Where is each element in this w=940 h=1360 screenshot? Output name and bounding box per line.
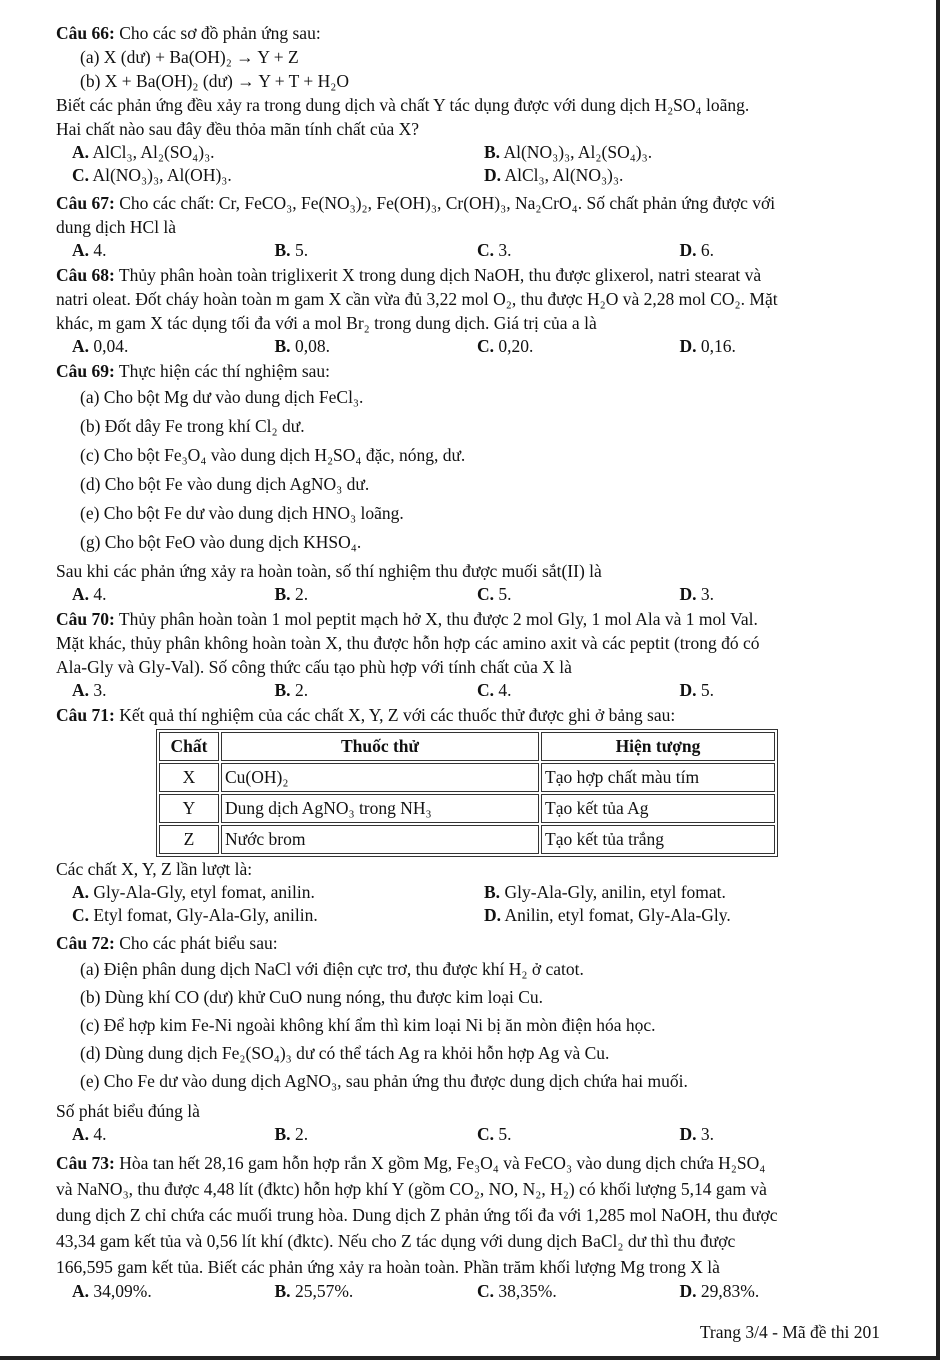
question-text: Cho các chất: Cr, FeCO₃, Fe(NO₃)₂, Fe(OH)₃, Cr(OH)₃, Na₂CrO₄. Số chất phản ứng được với <box>119 193 776 213</box>
table-row <box>159 825 775 854</box>
header-cell: Thuốc thử <box>221 732 539 761</box>
option-c: C. 5. <box>477 1124 512 1144</box>
statement-item: (a) Điện phân dung dịch NaCl với điện cực trơ, thu được khí H₂ ở catot. <box>80 959 584 979</box>
question-70 <box>56 607 882 702</box>
answer-options <box>56 335 882 358</box>
option-c: C. Al(NO₃)₃, Al(OH)₃. <box>72 165 232 185</box>
option-c: C. 3. <box>477 240 512 260</box>
question-text: 166,595 gam kết tủa. Biết các phản ứng xảy ra hoàn toàn. Phần trăm khối lượng Mg trong X là <box>56 1257 720 1277</box>
option-b: B. 5. <box>274 240 309 260</box>
question-number: Câu 71: <box>56 705 115 725</box>
table-cell: Tạo hợp chất màu tím <box>541 763 775 792</box>
question-text: Sau khi các phản ứng xảy ra hoàn toàn, số thí nghiệm thu được muối sắt(II) là <box>56 561 602 581</box>
table-cell: Y <box>159 794 219 823</box>
option-b: B. 2. <box>274 584 309 604</box>
answer-options <box>56 1123 882 1146</box>
option-a: A. 4. <box>72 584 107 604</box>
answer-options <box>56 881 882 927</box>
answer-options <box>56 679 882 702</box>
question-68 <box>56 263 882 358</box>
question-number: Câu 70: <box>56 609 115 629</box>
option-a: A. 0,04. <box>72 336 129 356</box>
question-text: dung dịch Z chỉ chứa các muối trung hòa. Dung dịch Z phản ứng tối đa với 1,285 mol NaOH, thu được <box>56 1205 778 1225</box>
question-67 <box>56 191 882 262</box>
question-text: Thủy phân hoàn toàn 1 mol peptit mạch hở X, thu được 2 mol Gly, 1 mol Ala và 1 mol Val. <box>118 609 758 629</box>
question-number: Câu 69: <box>56 361 115 381</box>
option-d: D. 0,16. <box>679 336 736 356</box>
question-text: 43,34 gam kết tủa và 0,56 lít khí (đktc). Nếu cho Z tác dụng với dung dịch BaCl₂ dư thì thu được <box>56 1231 736 1251</box>
option-a: A. 34,09%. <box>72 1281 152 1301</box>
table-cell: Tạo kết tủa Ag <box>541 794 775 823</box>
question-66 <box>56 21 882 187</box>
reaction-a: (a) X (dư) + Ba(OH)₂ → Y + Z <box>80 47 299 67</box>
option-a: A. 4. <box>72 240 107 260</box>
option-d: D. AlCl₃, Al(NO₃)₃. <box>484 165 624 185</box>
table-cell: Dung dịch AgNO₃ trong NH₃ <box>221 794 539 823</box>
question-73 <box>56 1150 882 1303</box>
experiment-item: (d) Cho bột Fe vào dung dịch AgNO₃ dư. <box>80 474 370 494</box>
experiment-item: (e) Cho bột Fe dư vào dung dịch HNO₃ loãng. <box>80 503 404 523</box>
experiment-item: (a) Cho bột Mg dư vào dung dịch FeCl₃. <box>80 387 364 407</box>
statement-item: (b) Dùng khí CO (dư) khử CuO nung nóng, thu được kim loại Cu. <box>80 987 544 1007</box>
option-d: D. 29,83%. <box>679 1281 760 1301</box>
header-cell: Hiện tượng <box>541 732 775 761</box>
option-b: B. 0,08. <box>274 336 330 356</box>
question-text: Thủy phân hoàn toàn triglixerit X trong dung dịch NaOH, thu được glixerol, natri stearat và <box>118 265 762 285</box>
statement-item: (e) Cho Fe dư vào dung dịch AgNO₃, sau phản ứng thu được dung dịch chứa hai muối. <box>80 1071 688 1091</box>
question-number: Câu 72: <box>56 933 115 953</box>
option-d: D. 5. <box>679 680 715 700</box>
option-d: D. Anilin, etyl fomat, Gly-Ala-Gly. <box>484 905 731 925</box>
option-d: D. 3. <box>679 1124 715 1144</box>
page-footer: Trang 3/4 - Mã đề thi 201 <box>699 1322 880 1342</box>
answer-options <box>56 583 882 606</box>
experiment-item: (b) Đốt dây Fe trong khí Cl₂ dư. <box>80 416 305 436</box>
option-d: D. 3. <box>679 584 715 604</box>
statement-item: (c) Để hợp kim Fe-Ni ngoài không khí ẩm thì kim loại Ni bị ăn mòn điện hóa học. <box>80 1015 656 1035</box>
question-number: Câu 67: <box>56 193 115 213</box>
question-number: Câu 73: <box>56 1153 115 1173</box>
option-c: C. Etyl fomat, Gly-Ala-Gly, anilin. <box>72 905 318 925</box>
answer-options <box>56 239 882 262</box>
option-c: C. 4. <box>477 680 512 700</box>
experiment-item: (g) Cho bột FeO vào dung dịch KHSO₄. <box>80 532 362 552</box>
option-d: D. 6. <box>679 240 715 260</box>
question-text: Hòa tan hết 28,16 gam hỗn hợp rắn X gồm Mg, Fe₃O₄ và FeCO₃ vào dung dịch chứa H₂SO₄ <box>119 1153 766 1173</box>
table-row <box>159 763 775 792</box>
option-a: A. 4. <box>72 1124 107 1144</box>
question-text: Biết các phản ứng đều xảy ra trong dung dịch và chất Y tác dụng được với dung dịch H₂SO₄ loãng. <box>56 95 750 115</box>
table-cell: Nước brom <box>221 825 539 854</box>
option-b: B. 2. <box>274 680 309 700</box>
table-cell: X <box>159 763 219 792</box>
reaction-b: (b) X + Ba(OH)₂ (dư) → Y + T + H₂O <box>80 71 350 91</box>
answer-options <box>56 141 882 187</box>
option-a: A. Gly-Ala-Gly, etyl fomat, anilin. <box>72 882 315 902</box>
question-text: Kết quả thí nghiệm của các chất X, Y, Z với các thuốc thử được ghi ở bảng sau: <box>119 705 676 725</box>
question-text: Ala-Gly và Gly-Val). Số công thức cấu tạo phù hợp với tính chất của X là <box>56 657 572 677</box>
option-b: B. 2. <box>274 1124 309 1144</box>
question-text: Cho các sơ đồ phản ứng sau: <box>119 23 321 43</box>
option-c: C. 0,20. <box>477 336 534 356</box>
option-b: B. Al(NO₃)₃, Al₂(SO₄)₃. <box>484 142 653 162</box>
option-b: B. Gly-Ala-Gly, anilin, etyl fomat. <box>484 882 726 902</box>
question-text: Hai chất nào sau đây đều thỏa mãn tính chất của X? <box>56 119 419 139</box>
question-69 <box>56 359 882 606</box>
option-b: B. 25,57%. <box>274 1281 354 1301</box>
question-text: natri oleat. Đốt cháy hoàn toàn m gam X cần vừa đủ 3,22 mol O₂, thu được H₂O và 2,28 mol CO₂. Mặt <box>56 289 778 309</box>
question-text: Thực hiện các thí nghiệm sau: <box>118 361 331 381</box>
question-text: khác, m gam X tác dụng tối đa với a mol Br₂ trong dung dịch. Giá trị của a là <box>56 313 597 333</box>
option-a: A. AlCl₃, Al₂(SO₄)₃. <box>72 142 215 162</box>
results-table <box>156 729 778 857</box>
table-row <box>159 794 775 823</box>
question-71 <box>56 703 882 927</box>
question-number: Câu 68: <box>56 265 115 285</box>
header-cell: Chất <box>159 732 219 761</box>
table-header-row <box>159 732 775 761</box>
question-text: dung dịch HCl là <box>56 217 177 237</box>
question-number: Câu 66: <box>56 23 115 43</box>
page-content <box>56 20 882 1303</box>
table-cell: Cu(OH)₂ <box>221 763 539 792</box>
question-text: Mặt khác, thủy phân không hoàn toàn X, thu được hỗn hợp các amino axit và các peptit (trong đó có <box>56 633 760 653</box>
statement-item: (d) Dùng dung dịch Fe₂(SO₄)₃ dư có thể tách Ag ra khỏi hỗn hợp Ag và Cu. <box>80 1043 610 1063</box>
question-72 <box>56 931 882 1146</box>
question-text: Cho các phát biểu sau: <box>119 933 278 953</box>
question-text: Các chất X, Y, Z lần lượt là: <box>56 859 253 879</box>
table-cell: Z <box>159 825 219 854</box>
table-cell: Tạo kết tủa trắng <box>541 825 775 854</box>
option-c: C. 5. <box>477 584 512 604</box>
option-c: C. 38,35%. <box>477 1281 557 1301</box>
experiment-item: (c) Cho bột Fe₃O₄ vào dung dịch H₂SO₄ đặc, nóng, dư. <box>80 445 466 465</box>
question-text: và NaNO₃, thu được 4,48 lít (đktc) hỗn hợp khí Y (gồm CO₂, NO, N₂, H₂) có khối lượng 5,14 gam và <box>56 1179 767 1199</box>
option-a: A. 3. <box>72 680 107 700</box>
question-text: Số phát biểu đúng là <box>56 1101 200 1121</box>
answer-options <box>56 1280 882 1303</box>
